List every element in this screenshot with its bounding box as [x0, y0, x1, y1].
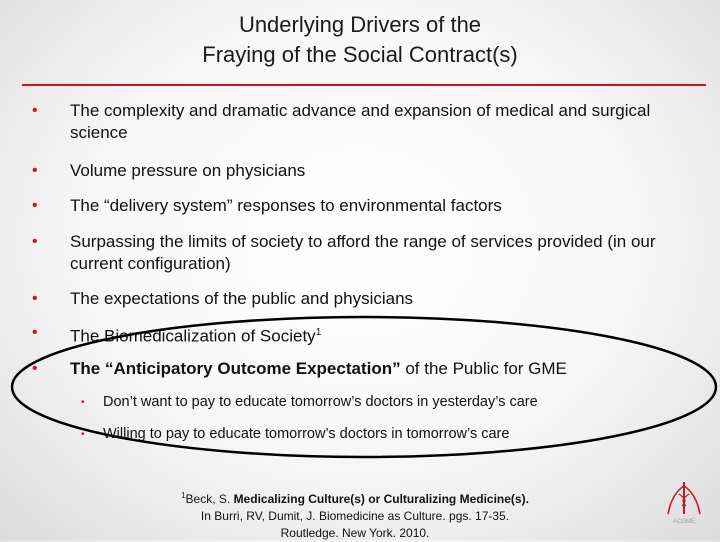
slide-title [0, 10, 720, 70]
bullet-item [32, 322, 705, 348]
bullet-item [32, 288, 705, 310]
title-line-2: Fraying of the Social Contract(s) [202, 42, 518, 67]
title-line-1: Underlying Drivers of the [238, 12, 482, 37]
title-divider [22, 84, 706, 86]
sub-bullet-item [81, 393, 703, 412]
bullet-text: Surpassing the limits of society to afford the range of services provided (in our current configuration) [70, 232, 656, 273]
sub-bullet-text: Willing to pay to educate tomorrow’s doctors in tomorrow’s care [103, 426, 510, 442]
bullet-dot-icon: • [32, 102, 38, 119]
footnote-author: Beck, S. [185, 492, 234, 506]
footnote-line-2: In Burri, RV, Dumit, J. Biomedicine as Culture. pgs. 17-35. [200, 509, 510, 523]
sub-bullet-item [81, 425, 703, 444]
bullet-text: The Biomedicalization of Society [70, 326, 316, 346]
bullet-text: The complexity and dramatic advance and expansion of medical and surgical science [70, 101, 651, 142]
caduceus-logo-icon [660, 478, 708, 526]
footnote-line-1 [120, 487, 590, 508]
bullet-dot-icon: • [32, 360, 38, 377]
bullet-dot-icon: • [32, 324, 38, 341]
bullet-item [32, 195, 705, 217]
bullet-dot-icon: • [32, 233, 38, 250]
bullet-item [32, 231, 705, 275]
footnote-marker: 1 [181, 491, 186, 500]
bullet-dot-icon: • [32, 197, 38, 214]
footnote-title: Medicalizing Culture(s) or Culturalizing Medicine(s). [233, 492, 529, 506]
sub-bullet-dot-icon: • [81, 429, 85, 440]
bullet-bold-text: The “Anticipatory Outcome Expectation” [70, 359, 401, 378]
sub-bullet-dot-icon: • [81, 397, 85, 408]
bullet-text: The expectations of the public and physicians [70, 289, 414, 308]
bullet-dot-icon: • [32, 290, 38, 307]
sub-bullet-text: Don’t want to pay to educate tomorrow’s doctors in yesterday’s care [103, 394, 538, 410]
bullet-dot-icon: • [32, 162, 38, 179]
footnote-line-3: Routledge. New York. 2010. [280, 526, 430, 540]
bullet-text: of the Public for GME [400, 359, 567, 378]
logo-text: ACGME [672, 519, 696, 525]
bullet-text: Volume pressure on physicians [70, 161, 306, 180]
bullet-item [32, 160, 705, 182]
bullet-item [32, 100, 705, 144]
footnote-ref: 1 [315, 327, 322, 338]
footnote [120, 487, 590, 542]
bullet-text: The “delivery system” responses to environmental factors [70, 196, 502, 215]
bullet-item [32, 358, 705, 380]
